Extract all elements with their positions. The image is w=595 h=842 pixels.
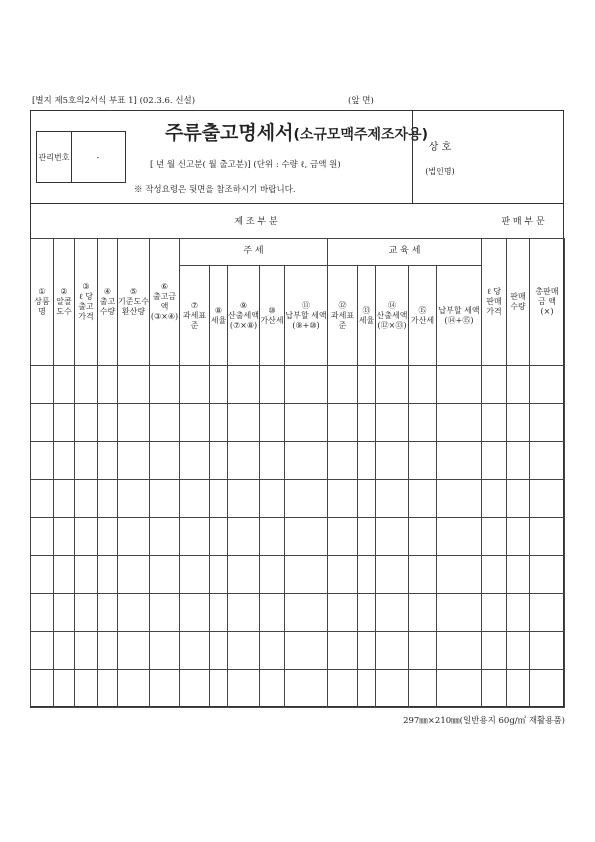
table-cell[interactable] <box>31 670 54 708</box>
table-cell[interactable] <box>358 670 376 708</box>
table-row <box>31 556 565 594</box>
table-row <box>31 632 565 670</box>
table-cell[interactable] <box>228 480 260 518</box>
detail-table <box>30 238 565 708</box>
manufacture-section-label: 제 조 부 분 <box>234 217 278 227</box>
table-cell[interactable] <box>228 556 260 594</box>
table-cell[interactable] <box>409 556 437 594</box>
table-cell[interactable] <box>409 670 437 708</box>
col-num: ④ <box>103 287 112 296</box>
table-cell[interactable] <box>180 518 210 556</box>
table-cell[interactable] <box>530 404 565 442</box>
table-cell[interactable] <box>210 518 228 556</box>
management-number-label: 관리번호 <box>37 132 72 182</box>
tax-group-row <box>31 239 565 266</box>
table-cell[interactable] <box>409 518 437 556</box>
table-cell[interactable] <box>260 480 285 518</box>
col-label: 알콜 도수 <box>56 297 72 316</box>
table-cell[interactable] <box>260 632 285 670</box>
table-cell[interactable] <box>210 670 228 708</box>
table-cell[interactable] <box>409 480 437 518</box>
table-cell[interactable] <box>482 594 507 632</box>
table-cell[interactable] <box>507 518 530 556</box>
col-header-5 <box>118 239 150 366</box>
table-cell[interactable] <box>530 366 565 404</box>
table-cell[interactable] <box>228 404 260 442</box>
col-header-10 <box>260 266 285 366</box>
table-cell[interactable] <box>507 594 530 632</box>
table-cell[interactable] <box>409 594 437 632</box>
table-cell[interactable] <box>376 632 409 670</box>
table-cell[interactable] <box>54 594 75 632</box>
table-cell[interactable] <box>358 480 376 518</box>
sales-section-label: 판 매 부 문 <box>501 217 545 227</box>
col-num: ⑬ <box>362 305 371 315</box>
col-header-14 <box>376 266 409 366</box>
table-cell[interactable] <box>118 556 150 594</box>
table-cell[interactable] <box>54 670 75 708</box>
table-cell[interactable] <box>54 518 75 556</box>
table-cell[interactable] <box>409 404 437 442</box>
table-cell[interactable] <box>530 518 565 556</box>
table-cell[interactable] <box>358 366 376 404</box>
table-cell[interactable] <box>328 442 358 480</box>
table-cell[interactable] <box>54 480 75 518</box>
table-cell[interactable] <box>285 442 328 480</box>
table-cell[interactable] <box>328 632 358 670</box>
table-cell[interactable] <box>228 366 260 404</box>
table-cell[interactable] <box>437 670 482 708</box>
table-cell[interactable] <box>210 594 228 632</box>
col-header-2 <box>54 239 75 366</box>
table-cell[interactable] <box>482 632 507 670</box>
table-cell[interactable] <box>328 670 358 708</box>
table-cell[interactable] <box>98 518 118 556</box>
table-cell[interactable] <box>328 518 358 556</box>
table-cell[interactable] <box>228 632 260 670</box>
table-cell[interactable] <box>31 366 54 404</box>
table-cell[interactable] <box>409 366 437 404</box>
table-cell[interactable] <box>31 632 54 670</box>
col-header-8 <box>210 266 228 366</box>
col-header-16 <box>437 266 482 366</box>
table-cell[interactable] <box>118 632 150 670</box>
table-cell[interactable] <box>75 670 98 708</box>
col-label: 산출세액 (⑦×⑧) <box>228 310 259 330</box>
col-label: 판매 수량 <box>510 292 526 311</box>
col-num: ① <box>38 287 46 296</box>
table-cell[interactable] <box>228 518 260 556</box>
title-sub: (소규모맥주제조자용) <box>293 127 428 143</box>
company-sublabel: (법인명) <box>425 167 455 176</box>
table-cell[interactable] <box>54 404 75 442</box>
instruction-note: ※ 작성요령은 뒷면을 참조하시기 바랍니다. <box>134 185 296 195</box>
table-cell[interactable] <box>285 366 328 404</box>
table-cell[interactable] <box>31 594 54 632</box>
liquor-tax-header: 주 세 <box>180 239 328 266</box>
table-row <box>31 404 565 442</box>
table-cell[interactable] <box>507 442 530 480</box>
col-num: ⑦ <box>190 300 199 310</box>
table-cell[interactable] <box>118 594 150 632</box>
table-cell[interactable] <box>376 556 409 594</box>
table-cell[interactable] <box>228 594 260 632</box>
table-cell[interactable] <box>180 366 210 404</box>
table-cell[interactable] <box>260 518 285 556</box>
table-cell[interactable] <box>376 670 409 708</box>
col-header-4 <box>98 239 118 366</box>
table-cell[interactable] <box>437 404 482 442</box>
table-cell[interactable] <box>482 366 507 404</box>
table-cell[interactable] <box>507 670 530 708</box>
table-cell[interactable] <box>409 442 437 480</box>
management-number-value: - <box>96 152 100 162</box>
col-header-17 <box>482 239 507 366</box>
table-cell[interactable] <box>285 670 328 708</box>
table-cell[interactable] <box>409 632 437 670</box>
table-cell[interactable] <box>285 632 328 670</box>
table-cell[interactable] <box>150 556 180 594</box>
data-rows <box>31 366 565 708</box>
table-cell[interactable] <box>328 366 358 404</box>
table-cell[interactable] <box>328 404 358 442</box>
col-label: 납부할 세액 (⑭+⑮) <box>438 305 480 325</box>
table-cell[interactable] <box>54 632 75 670</box>
table-cell[interactable] <box>482 442 507 480</box>
table-cell[interactable] <box>150 404 180 442</box>
table-cell[interactable] <box>98 442 118 480</box>
table-cell[interactable] <box>358 556 376 594</box>
table-cell[interactable] <box>180 404 210 442</box>
table-cell[interactable] <box>210 404 228 442</box>
form-reference: [별지 제5호의2서식 부표 1] (02.3.6. 신설) <box>32 96 196 106</box>
table-cell[interactable] <box>210 442 228 480</box>
table-cell[interactable] <box>150 594 180 632</box>
table-cell[interactable] <box>482 404 507 442</box>
table-cell[interactable] <box>437 442 482 480</box>
table-cell[interactable] <box>482 518 507 556</box>
table-cell[interactable] <box>530 480 565 518</box>
table-cell[interactable] <box>358 442 376 480</box>
col-label: ℓ 당 출고 가격 <box>78 292 94 321</box>
col-label: 가산세 <box>410 315 435 325</box>
table-cell[interactable] <box>180 670 210 708</box>
table-cell[interactable] <box>285 518 328 556</box>
table-cell[interactable] <box>482 480 507 518</box>
col-header-7 <box>180 266 210 366</box>
col-label: 기준도수 환산량 <box>118 297 149 316</box>
table-cell[interactable] <box>75 556 98 594</box>
col-header-15 <box>409 266 437 366</box>
table-cell[interactable] <box>437 518 482 556</box>
table-cell[interactable] <box>98 404 118 442</box>
col-label: 과세표준 <box>330 310 355 330</box>
form-title <box>165 118 428 145</box>
col-label: 총판매 금 액 (×) <box>535 287 559 316</box>
col-header-9 <box>228 266 260 366</box>
table-cell[interactable] <box>75 632 98 670</box>
table-cell[interactable] <box>210 556 228 594</box>
table-cell[interactable] <box>260 556 285 594</box>
company-label: 상 호 <box>428 142 452 153</box>
col-header-12 <box>328 266 358 366</box>
table-cell[interactable] <box>150 442 180 480</box>
table-cell[interactable] <box>150 670 180 708</box>
col-header-11 <box>285 266 328 366</box>
table-cell[interactable] <box>118 480 150 518</box>
table-cell[interactable] <box>285 480 328 518</box>
col-num: ⑪ <box>302 300 310 310</box>
table-cell[interactable] <box>98 556 118 594</box>
table-cell[interactable] <box>180 632 210 670</box>
table-cell[interactable] <box>285 404 328 442</box>
table-cell[interactable] <box>31 442 54 480</box>
table-cell[interactable] <box>437 556 482 594</box>
table-cell[interactable] <box>437 366 482 404</box>
title-main: 주류출고명세서 <box>165 122 294 144</box>
table-cell[interactable] <box>328 480 358 518</box>
page-side: (앞 면) <box>348 96 374 106</box>
table-cell[interactable] <box>376 480 409 518</box>
table-cell[interactable] <box>507 556 530 594</box>
table-cell[interactable] <box>260 594 285 632</box>
col-label: 세율 <box>358 315 375 325</box>
table-cell[interactable] <box>75 480 98 518</box>
col-header-18 <box>507 239 530 366</box>
table-cell[interactable] <box>530 442 565 480</box>
table-cell[interactable] <box>75 442 98 480</box>
table-cell[interactable] <box>376 594 409 632</box>
table-cell[interactable] <box>358 594 376 632</box>
table-cell[interactable] <box>376 366 409 404</box>
table-cell[interactable] <box>482 556 507 594</box>
table-cell[interactable] <box>210 366 228 404</box>
table-cell[interactable] <box>118 518 150 556</box>
table-cell[interactable] <box>530 632 565 670</box>
table-cell[interactable] <box>358 404 376 442</box>
table-cell[interactable] <box>437 480 482 518</box>
col-label: 세율 <box>210 315 227 325</box>
table-cell[interactable] <box>285 594 328 632</box>
col-num: ⑫ <box>338 300 347 310</box>
table-cell[interactable] <box>507 632 530 670</box>
table-cell[interactable] <box>260 442 285 480</box>
col-label: 출고금액 (③×④) <box>150 292 179 321</box>
table-cell[interactable] <box>98 594 118 632</box>
table-cell[interactable] <box>376 404 409 442</box>
table-cell[interactable] <box>98 632 118 670</box>
table-row <box>31 670 565 708</box>
table-row <box>31 594 565 632</box>
col-num: ⑨ <box>239 300 248 310</box>
col-num: ⑩ <box>268 305 276 315</box>
table-cell[interactable] <box>75 594 98 632</box>
table-cell[interactable] <box>358 518 376 556</box>
table-cell[interactable] <box>376 518 409 556</box>
table-cell[interactable] <box>118 442 150 480</box>
table-cell[interactable] <box>98 366 118 404</box>
table-cell[interactable] <box>31 518 54 556</box>
col-header-1 <box>31 239 54 366</box>
col-label: 산출세액 (⑫×⑬) <box>376 310 408 330</box>
table-cell[interactable] <box>530 556 565 594</box>
table-cell[interactable] <box>228 670 260 708</box>
period-line: [ 년 월 신고분( 월 출고분)] (단위 : 수량 ℓ, 금액 원) <box>150 160 341 170</box>
table-cell[interactable] <box>507 404 530 442</box>
col-num: ⑭ <box>388 300 396 310</box>
table-cell[interactable] <box>31 404 54 442</box>
table-cell[interactable] <box>507 366 530 404</box>
table-cell[interactable] <box>150 366 180 404</box>
table-cell[interactable] <box>75 366 98 404</box>
table-cell[interactable] <box>150 480 180 518</box>
table-cell[interactable] <box>54 366 75 404</box>
education-tax-header: 교 육 세 <box>328 239 482 266</box>
table-cell[interactable] <box>180 480 210 518</box>
table-cell[interactable] <box>75 518 98 556</box>
table-cell[interactable] <box>482 670 507 708</box>
management-number-box <box>36 131 126 183</box>
col-label: 가산세 <box>260 315 284 325</box>
table-cell[interactable] <box>260 366 285 404</box>
table-row <box>31 480 565 518</box>
table-row <box>31 442 565 480</box>
table-cell[interactable] <box>118 404 150 442</box>
table-cell[interactable] <box>437 594 482 632</box>
col-header-13 <box>358 266 376 366</box>
table-cell[interactable] <box>285 556 328 594</box>
col-label: 과세표준 <box>182 310 207 330</box>
table-row <box>31 518 565 556</box>
table-cell[interactable] <box>118 670 150 708</box>
table-cell[interactable] <box>358 632 376 670</box>
table-cell[interactable] <box>150 518 180 556</box>
table-cell[interactable] <box>31 480 54 518</box>
table-cell[interactable] <box>530 670 565 708</box>
table-cell[interactable] <box>228 442 260 480</box>
table-cell[interactable] <box>210 480 228 518</box>
col-num: ⑧ <box>214 305 223 315</box>
table-cell[interactable] <box>437 632 482 670</box>
col-num: ⑤ <box>129 287 138 296</box>
table-row <box>31 366 565 404</box>
col-num: ② <box>60 287 68 296</box>
table-cell[interactable] <box>180 594 210 632</box>
table-cell[interactable] <box>54 556 75 594</box>
table-cell[interactable] <box>118 366 150 404</box>
table-cell[interactable] <box>260 670 285 708</box>
col-header-3 <box>75 239 98 366</box>
col-label: ℓ 당 판매 가격 <box>486 287 502 316</box>
table-cell[interactable] <box>260 404 285 442</box>
table-cell[interactable] <box>98 480 118 518</box>
table-cell[interactable] <box>180 556 210 594</box>
table-cell[interactable] <box>328 594 358 632</box>
table-cell[interactable] <box>31 556 54 594</box>
table-cell[interactable] <box>210 632 228 670</box>
table-cell[interactable] <box>180 442 210 480</box>
col-label: 출고 수량 <box>99 297 116 316</box>
table-cell[interactable] <box>75 404 98 442</box>
col-label: 납부할 세액 (⑨+⑩) <box>285 310 327 330</box>
table-cell[interactable] <box>328 556 358 594</box>
col-label: 상품명 <box>34 297 50 316</box>
table-cell[interactable] <box>150 632 180 670</box>
col-num: ⑥ <box>160 282 169 291</box>
table-cell[interactable] <box>507 480 530 518</box>
paper-spec-footer: 297㎜×210㎜(일반용지 60g/㎡ 재활용품) <box>403 716 565 726</box>
col-header-6 <box>150 239 180 366</box>
table-cell[interactable] <box>98 670 118 708</box>
table-cell[interactable] <box>530 594 565 632</box>
table-cell[interactable] <box>376 442 409 480</box>
col-num: ⑮ <box>418 305 427 315</box>
col-header-19 <box>530 239 565 366</box>
col-num: ③ <box>82 282 90 291</box>
table-cell[interactable] <box>54 442 75 480</box>
company-divider <box>412 110 413 203</box>
